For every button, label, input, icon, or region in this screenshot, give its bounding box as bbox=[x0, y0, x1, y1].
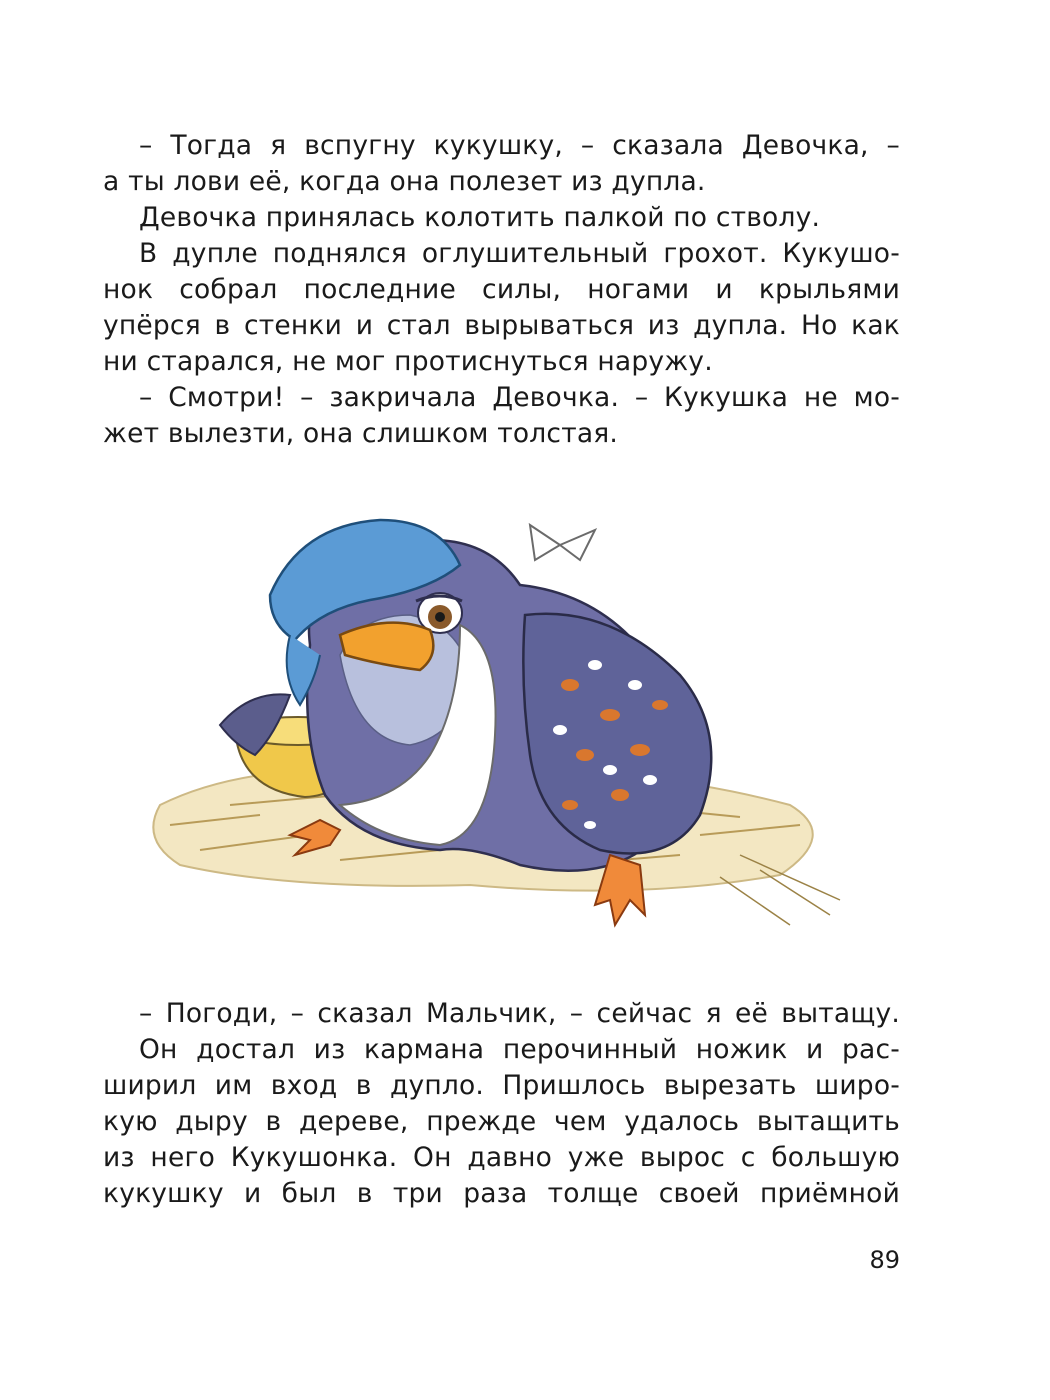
text-line: – Смотри! – закричала Девочка. – Кукушка не мо- bbox=[139, 382, 900, 413]
text-line: ширил им вход в дупло. Пришлось вырезать широ- bbox=[103, 1070, 900, 1101]
text-line: – Тогда я вспугну кукушку, – сказала Девочка, – bbox=[139, 130, 900, 161]
text-line: Он достал из кармана перочинный ножик и рас- bbox=[139, 1034, 900, 1065]
bottom-paragraphs bbox=[103, 996, 900, 1212]
text-line: нок собрал последние силы, ногами и крыльями bbox=[103, 274, 900, 305]
text-line: В дупле поднялся оглушительный грохот. Кукушо- bbox=[139, 238, 900, 269]
cuckoo-chick-illustration bbox=[140, 505, 860, 950]
page-number: 89 bbox=[869, 1246, 900, 1274]
text-line: кукушку и был в три раза толще своей приёмной bbox=[103, 1178, 900, 1209]
text-line: жет вылезти, она слишком толстая. bbox=[103, 418, 619, 449]
text-line: ни старался, не мог протиснуться наружу. bbox=[103, 346, 713, 377]
text-line: – Погоди, – сказал Мальчик, – сейчас я её вытащу. bbox=[139, 998, 900, 1029]
top-paragraphs bbox=[103, 128, 900, 452]
text-line: из него Кукушонка. Он давно уже вырос с большую bbox=[103, 1142, 900, 1173]
text-line: Девочка принялась колотить палкой по стволу. bbox=[139, 202, 821, 233]
bandage-knot bbox=[530, 525, 595, 560]
text-line: кую дыру в дереве, прежде чем удалось вытащить bbox=[103, 1106, 900, 1137]
text-line: упёрся в стенки и стал вырываться из дупла. Но как bbox=[103, 310, 900, 341]
text-line: а ты лови её, когда она полезет из дупла. bbox=[103, 166, 706, 197]
